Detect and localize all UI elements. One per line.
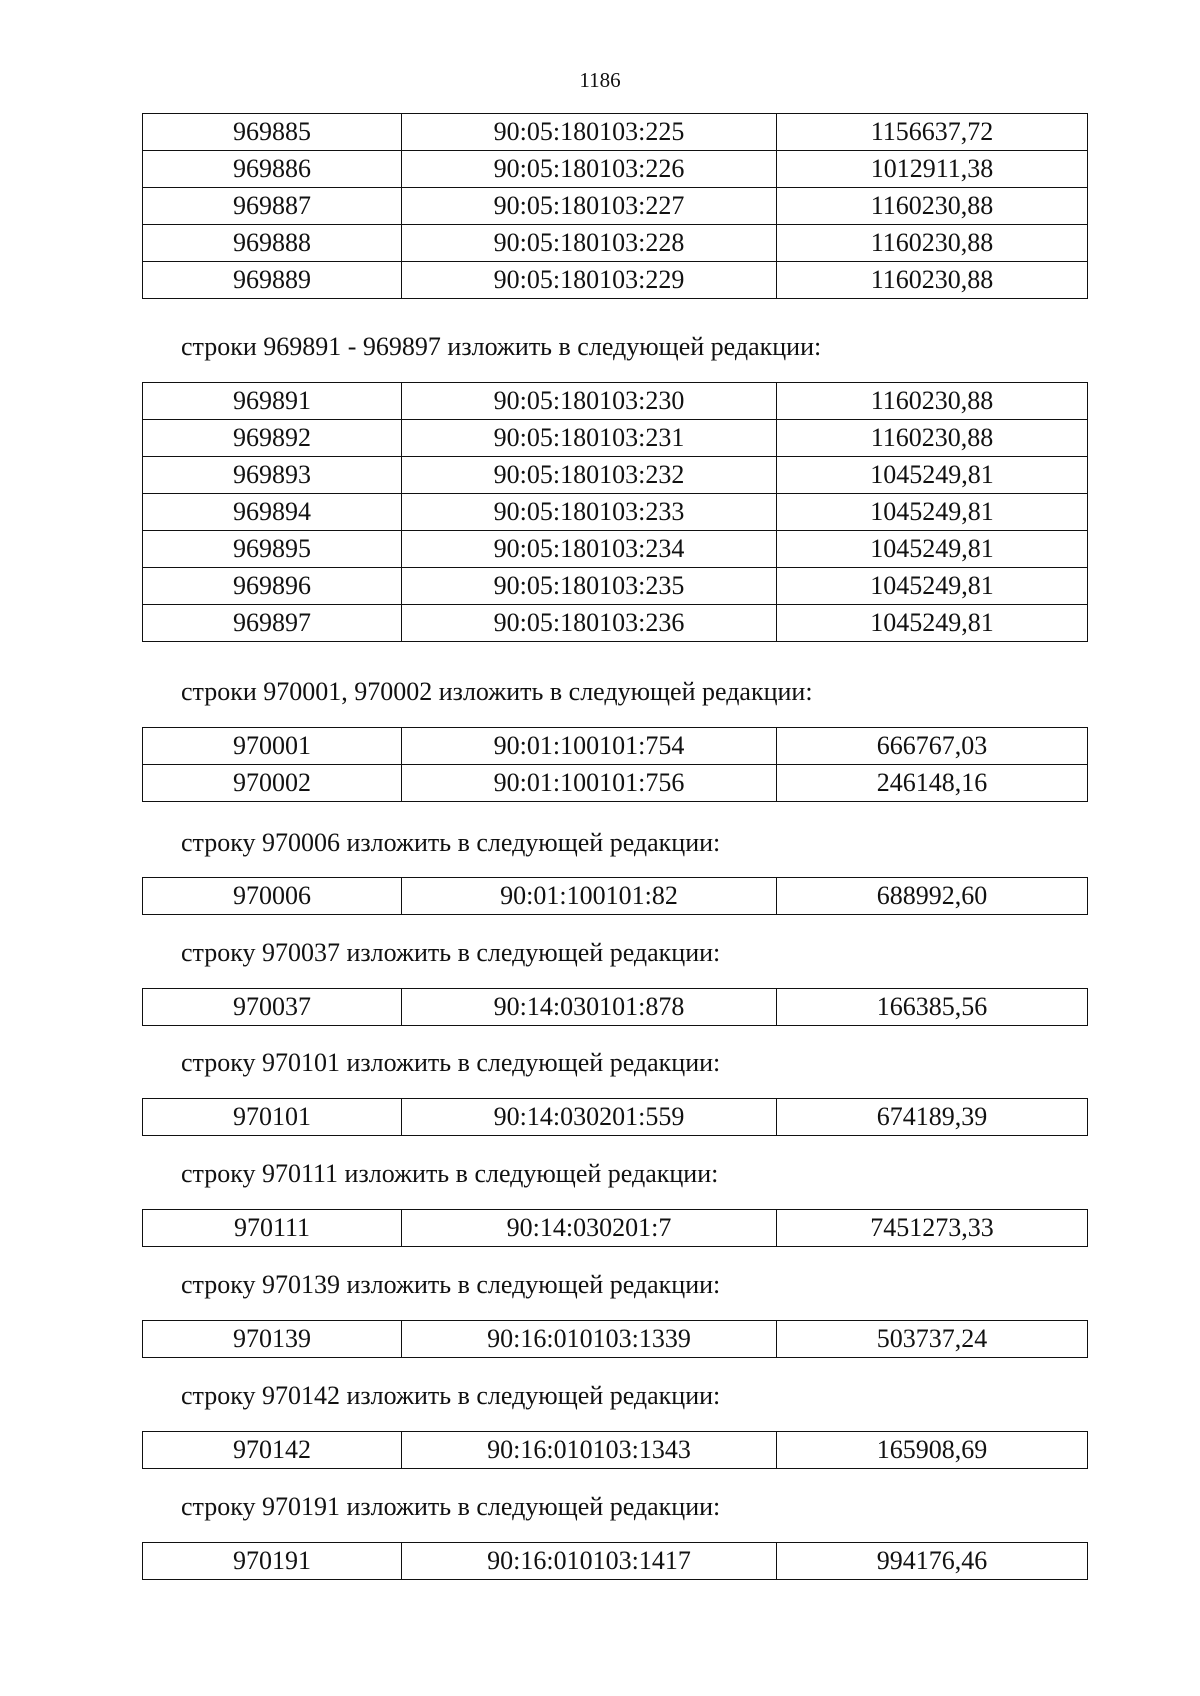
- cadastral-number-cell: 90:16:010103:1417: [402, 1543, 777, 1580]
- table-row: [143, 494, 1088, 531]
- row-number-cell: 969897: [143, 605, 402, 642]
- cadastral-number-cell: 90:14:030201:559: [402, 1099, 777, 1136]
- instruction-text: строку 970111 изложить в следующей редакции:: [181, 1159, 719, 1188]
- table-row: [143, 568, 1088, 605]
- data-table-0: [142, 113, 1088, 299]
- value-cell: 1160230,88: [777, 225, 1088, 262]
- data-table-1: [142, 382, 1088, 642]
- table-row: [143, 531, 1088, 568]
- value-cell: 1045249,81: [777, 457, 1088, 494]
- value-cell: 1045249,81: [777, 531, 1088, 568]
- cadastral-number-cell: 90:05:180103:235: [402, 568, 777, 605]
- value-cell: 1160230,88: [777, 262, 1088, 299]
- table-row: [143, 151, 1088, 188]
- data-table-6: [142, 1209, 1088, 1247]
- row-number-cell: 969887: [143, 188, 402, 225]
- data-table-9: [142, 1542, 1088, 1580]
- cadastral-number-cell: 90:05:180103:227: [402, 188, 777, 225]
- value-cell: 688992,60: [777, 878, 1088, 915]
- cadastral-number-cell: 90:16:010103:1339: [402, 1321, 777, 1358]
- value-cell: 674189,39: [777, 1099, 1088, 1136]
- instruction-text: строку 970006 изложить в следующей редакции:: [181, 828, 721, 857]
- row-number-cell: 969886: [143, 151, 402, 188]
- cadastral-number-cell: 90:05:180103:233: [402, 494, 777, 531]
- table-row: [143, 225, 1088, 262]
- data-table-7: [142, 1320, 1088, 1358]
- table-row: [143, 188, 1088, 225]
- row-number-cell: 970037: [143, 989, 402, 1026]
- table-row: [143, 383, 1088, 420]
- row-number-cell: 969891: [143, 383, 402, 420]
- instruction-text: строку 970191 изложить в следующей редакции:: [181, 1492, 721, 1521]
- row-number-cell: 969888: [143, 225, 402, 262]
- instruction-text: строки 969891 - 969897 изложить в следующей редакции:: [181, 332, 822, 361]
- table-row: [143, 114, 1088, 151]
- table-row: [143, 1099, 1088, 1136]
- value-cell: 1045249,81: [777, 568, 1088, 605]
- data-table-3: [142, 877, 1088, 915]
- value-cell: 1160230,88: [777, 420, 1088, 457]
- row-number-cell: 969895: [143, 531, 402, 568]
- row-number-cell: 970139: [143, 1321, 402, 1358]
- value-cell: 666767,03: [777, 728, 1088, 765]
- table-row: [143, 420, 1088, 457]
- table-row: [143, 1210, 1088, 1247]
- value-cell: 994176,46: [777, 1543, 1088, 1580]
- row-number-cell: 969893: [143, 457, 402, 494]
- value-cell: 503737,24: [777, 1321, 1088, 1358]
- instruction-text: строку 970101 изложить в следующей редакции:: [181, 1048, 721, 1077]
- cadastral-number-cell: 90:05:180103:231: [402, 420, 777, 457]
- data-table-8: [142, 1431, 1088, 1469]
- table-row: [143, 1543, 1088, 1580]
- page-number: 1186: [579, 68, 621, 92]
- value-cell: 1045249,81: [777, 605, 1088, 642]
- row-number-cell: 970006: [143, 878, 402, 915]
- row-number-cell: 970101: [143, 1099, 402, 1136]
- cadastral-number-cell: 90:01:100101:754: [402, 728, 777, 765]
- value-cell: 1045249,81: [777, 494, 1088, 531]
- cadastral-number-cell: 90:05:180103:232: [402, 457, 777, 494]
- cadastral-number-cell: 90:16:010103:1343: [402, 1432, 777, 1469]
- cadastral-number-cell: 90:05:180103:228: [402, 225, 777, 262]
- cadastral-number-cell: 90:01:100101:756: [402, 765, 777, 802]
- row-number-cell: 969889: [143, 262, 402, 299]
- row-number-cell: 969885: [143, 114, 402, 151]
- value-cell: 165908,69: [777, 1432, 1088, 1469]
- data-table-4: [142, 988, 1088, 1026]
- value-cell: 7451273,33: [777, 1210, 1088, 1247]
- table-row: [143, 262, 1088, 299]
- cadastral-number-cell: 90:01:100101:82: [402, 878, 777, 915]
- table-row: [143, 1321, 1088, 1358]
- cadastral-number-cell: 90:05:180103:236: [402, 605, 777, 642]
- value-cell: 1012911,38: [777, 151, 1088, 188]
- table-row: [143, 1432, 1088, 1469]
- instruction-text: строку 970142 изложить в следующей редакции:: [181, 1381, 721, 1410]
- value-cell: 1160230,88: [777, 188, 1088, 225]
- cadastral-number-cell: 90:05:180103:229: [402, 262, 777, 299]
- cadastral-number-cell: 90:05:180103:234: [402, 531, 777, 568]
- row-number-cell: 970001: [143, 728, 402, 765]
- cadastral-number-cell: 90:05:180103:230: [402, 383, 777, 420]
- row-number-cell: 970002: [143, 765, 402, 802]
- value-cell: 246148,16: [777, 765, 1088, 802]
- cadastral-number-cell: 90:14:030201:7: [402, 1210, 777, 1247]
- value-cell: 166385,56: [777, 989, 1088, 1026]
- row-number-cell: 969894: [143, 494, 402, 531]
- table-row: [143, 878, 1088, 915]
- row-number-cell: 969896: [143, 568, 402, 605]
- instruction-text: строку 970037 изложить в следующей редакции:: [181, 938, 721, 967]
- row-number-cell: 970191: [143, 1543, 402, 1580]
- table-row: [143, 765, 1088, 802]
- row-number-cell: 969892: [143, 420, 402, 457]
- table-row: [143, 989, 1088, 1026]
- data-table-2: [142, 727, 1088, 802]
- value-cell: 1160230,88: [777, 383, 1088, 420]
- row-number-cell: 970111: [143, 1210, 402, 1247]
- instruction-text: строку 970139 изложить в следующей редакции:: [181, 1270, 721, 1299]
- table-row: [143, 457, 1088, 494]
- table-row: [143, 605, 1088, 642]
- cadastral-number-cell: 90:05:180103:225: [402, 114, 777, 151]
- row-number-cell: 970142: [143, 1432, 402, 1469]
- instruction-text: строки 970001, 970002 изложить в следующей редакции:: [181, 677, 813, 706]
- cadastral-number-cell: 90:14:030101:878: [402, 989, 777, 1026]
- data-table-5: [142, 1098, 1088, 1136]
- table-row: [143, 728, 1088, 765]
- cadastral-number-cell: 90:05:180103:226: [402, 151, 777, 188]
- value-cell: 1156637,72: [777, 114, 1088, 151]
